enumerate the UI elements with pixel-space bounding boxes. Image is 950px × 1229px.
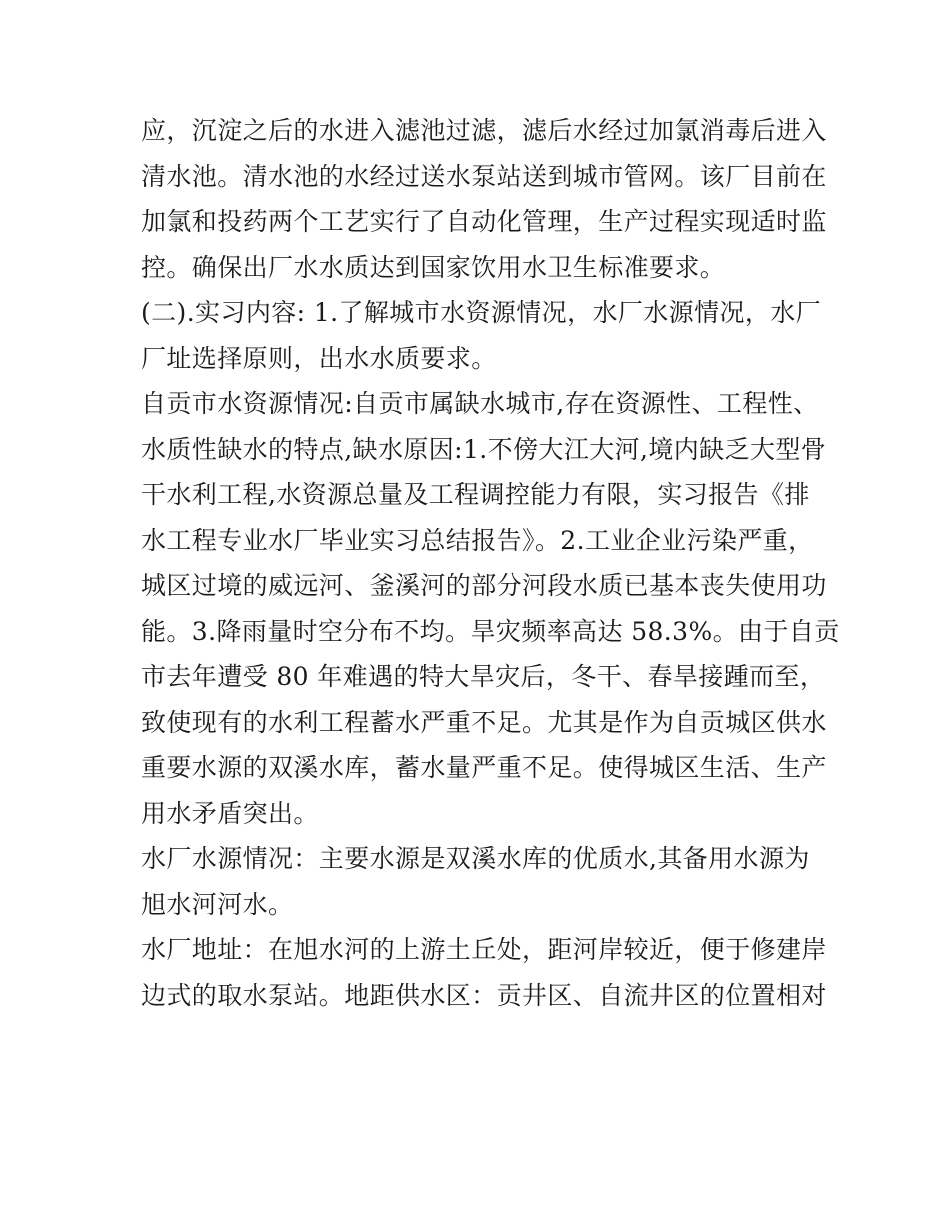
text-line: 自贡市水资源情况:自贡市属缺水城市,存在资源性、工程性、: [141, 389, 819, 418]
paragraph-water-resources: [141, 381, 840, 836]
text-line: 应，沉淀之后的水进入滤池过滤，滤后水经过加氯消毒后进入: [141, 116, 827, 145]
text-line: 加氯和投药两个工艺实行了自动化管理，生产过程实现适时监: [141, 207, 827, 236]
text-line: 城区过境的威远河、釜溪河的部分河段水质已基本丧失使用功: [141, 571, 827, 600]
text-line: 水质性缺水的特点,缺水原因:1.不傍大江大河,境内缺乏大型骨: [141, 434, 827, 464]
text-line: 水厂水源情况：主要水源是双溪水库的优质水,其备用水源为: [141, 844, 810, 873]
document-body: [141, 108, 840, 1018]
text-line: 水厂地址：在旭水河的上游土丘处，距河岸较近，便于修建岸: [141, 935, 827, 964]
text-line: 干水利工程,水资源总量及工程调控能力有限，实习报告《排: [141, 480, 810, 509]
text-line: 用水矛盾突出。: [141, 798, 319, 828]
text-line: 控。确保出厂水水质达到国家饮用水卫生标准要求。: [141, 252, 726, 282]
text-line: 边式的取水泵站。地距供水区：贡井区、自流井区的位置相对: [141, 980, 827, 1010]
text-line: 旭水河河水。: [141, 889, 294, 919]
text-line: 水工程专业水厂毕业实习总结报告》。2.工业企业污染严重，: [141, 525, 814, 555]
text-line: 致使现有的水利工程蓄水严重不足。尤其是作为自贡城区供水: [141, 707, 827, 737]
paragraph-treatment-process: [141, 108, 827, 290]
text-line: (二).实习内容: 1.了解城市水资源情况，水厂水源情况，水厂: [141, 298, 822, 327]
text-line: 清水池。清水池的水经过送水泵站送到城市管网。该厂目前在: [141, 161, 827, 191]
paragraph-plant-site: [141, 927, 827, 1018]
text-line: 市去年遭受 80 年难遇的特大旱灾后，冬干、春旱接踵而至，: [141, 662, 826, 691]
text-line: 重要水源的双溪水库，蓄水量严重不足。使得城区生活、生产: [141, 753, 827, 782]
paragraph-plant-water-source: [141, 836, 821, 927]
text-line: 能。3.降雨量时空分布不均。旱灾频率高达 58.3%。由于自贡: [141, 616, 840, 646]
text-line: 厂址选择原则，出水水质要求。: [141, 343, 497, 373]
paragraph-internship-content: [141, 290, 821, 381]
